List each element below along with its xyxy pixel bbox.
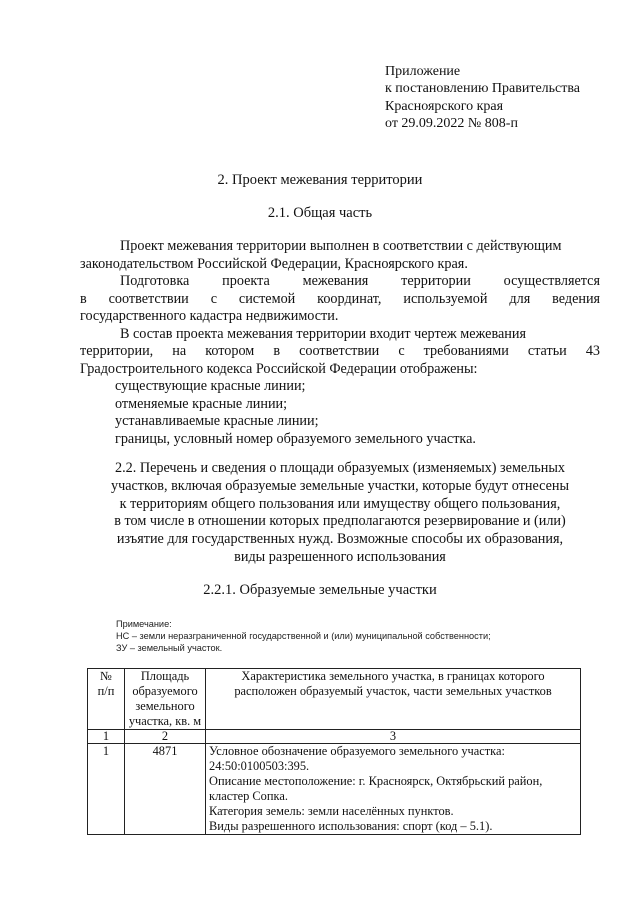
body-text: [80, 238, 600, 448]
word: соответствии: [108, 290, 189, 307]
list-item: отменяемые красные линии;: [115, 395, 288, 412]
table-header-row: [88, 669, 581, 730]
header-text: №: [100, 669, 112, 683]
word: соответствии: [299, 343, 380, 359]
paragraph-line: Проект межевания территории выполнен в соответствии с действующим: [120, 238, 562, 254]
note-line: НС – земли неразграниченной государственной и (или) муниципальной собственности;: [116, 631, 491, 642]
table-column-number-row: [88, 730, 581, 744]
list-item: устанавливаемые красные линии;: [115, 413, 319, 429]
row-area: 4871: [125, 744, 206, 835]
paragraph-line: [80, 291, 600, 309]
list-item: границы, условный номер образуемого земельного участка.: [115, 430, 476, 447]
heading-line: в том числе в отношении которых предполагаются резервирование и (или): [114, 513, 566, 530]
heading-2-2-1: 2.2.1. Образуемые земельные участки: [203, 582, 437, 598]
note-block: [116, 618, 491, 655]
word: для: [509, 290, 531, 307]
word: территории,: [80, 343, 154, 359]
column-number: 3: [206, 730, 581, 744]
heading-line: изъятие для государственных нужд. Возможные способы их образования,: [116, 531, 564, 548]
subsection-title: 2.1. Общая часть: [267, 205, 373, 221]
word: системой: [238, 290, 296, 307]
word: в: [80, 290, 87, 307]
word: котором: [205, 343, 255, 359]
header-text: участка, кв. м: [128, 714, 202, 728]
word: на: [172, 343, 187, 359]
heading-line: виды разрешенного использования: [234, 548, 446, 565]
column-number: 2: [125, 730, 206, 744]
word: проекта: [222, 273, 270, 289]
word: межевания: [302, 273, 369, 289]
appendix-line: к постановлению Правительства: [385, 81, 581, 97]
header-cell-area: [125, 669, 206, 730]
note-line: Примечание:: [116, 619, 172, 629]
paragraph-line: В состав проекта межевания территории входит чертеж межевания: [120, 325, 526, 342]
description-line: Категория земель: земли населённых пунктов.: [209, 804, 454, 818]
paragraph-line: Градостроительного кодекса Российской Федерации отображены:: [80, 360, 478, 377]
word: используемой: [403, 290, 488, 307]
paragraph-line: законодательством Российской Федерации, Красноярского края.: [80, 255, 468, 272]
appendix-line: Приложение: [385, 64, 461, 79]
paragraph-line: государственного кадастра недвижимости.: [80, 308, 339, 324]
paragraph-line: [80, 273, 600, 291]
header-text: Площадь: [140, 669, 190, 683]
list-item: существующие красные линии;: [115, 378, 306, 394]
description-line: Условное обозначение образуемого земельного участка:: [209, 744, 505, 758]
word: с: [398, 343, 405, 359]
appendix-block: [385, 63, 580, 132]
description-line: 24:50:0100503:395.: [209, 759, 310, 773]
header-cell-number: [88, 669, 125, 730]
word: Подготовка: [120, 273, 190, 289]
heading-line: участков, включая образуемые земельные участки, которые будут отнесены: [110, 477, 569, 494]
appendix-line: Красноярского края: [385, 98, 504, 114]
section-title: 2. Проект межевания территории: [217, 172, 423, 188]
word: требованиями: [423, 343, 509, 359]
table-row: [88, 744, 581, 835]
paragraph-line: [80, 343, 600, 361]
word: в: [273, 343, 281, 359]
word: ведения: [552, 290, 601, 307]
header-cell-description: [206, 669, 581, 730]
word: территории: [401, 273, 471, 289]
note-line: ЗУ – земельный участок.: [116, 643, 223, 654]
row-number: 1: [88, 744, 125, 835]
row-description: [206, 744, 581, 835]
header-text: п/п: [97, 684, 115, 698]
header-text: земельного: [135, 699, 195, 713]
word: статьи: [527, 343, 567, 359]
word: координат,: [317, 290, 382, 307]
land-plots-table: [87, 668, 581, 835]
header-text: Характеристика земельного участка, в границах которого: [241, 669, 545, 683]
description-line: Виды разрешенного использования: спорт (код – 5.1).: [209, 819, 493, 833]
word: 43: [585, 343, 600, 359]
heading-line: 2.2. Перечень и сведения о площади образуемых (изменяемых) земельных: [115, 460, 565, 476]
header-text: образуемого: [132, 684, 198, 698]
heading-2-2: [80, 460, 600, 567]
column-number: 1: [88, 730, 125, 744]
description-line: Описание местоположение: г. Красноярск, Октябрьский район,: [209, 774, 543, 788]
appendix-line: от 29.09.2022 № 808-п: [385, 115, 518, 131]
word: с: [210, 290, 217, 307]
heading-line: к территориям общего пользования или имуществу общего пользования,: [119, 495, 561, 512]
word: осуществляется: [503, 273, 600, 289]
header-text: расположен образуемый участок, части земельных участков: [234, 684, 552, 698]
description-line: кластер Сопка.: [209, 789, 288, 803]
